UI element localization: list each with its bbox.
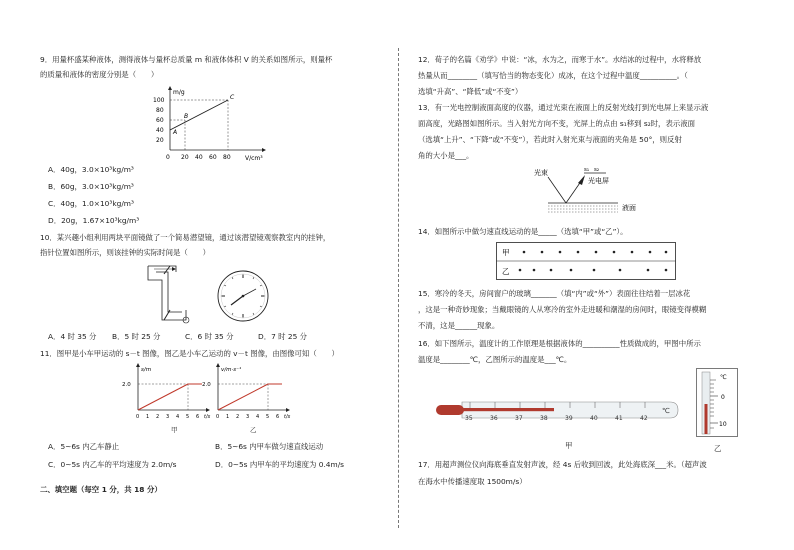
svg-text:4: 4	[256, 414, 260, 420]
q11-caption-jia: 甲	[171, 426, 178, 434]
svg-text:液面: 液面	[622, 204, 636, 212]
q17-text-line2: 在海水中传播速度取 1500m/s）	[418, 477, 527, 486]
section-2-heading: 二、填空题（每空 1 分，共 18 分）	[40, 485, 162, 494]
q12-text-line1: 12．荀子的名篇《劝学》中说：“冰，水为之，而寒于水”。水结冰的过程中，水将释放	[418, 55, 702, 64]
q9-ytick: 60	[156, 117, 164, 124]
q11-graph-jia	[120, 362, 212, 420]
q9-ytick: 100	[153, 97, 165, 104]
q11-option-c[interactable]: C．0~5s 内乙车的平均速度为 2.0m/s	[48, 460, 177, 469]
q9-text-line2: 的质量和液体的密度分别是（ ）	[40, 70, 159, 79]
thermometer-jia	[432, 394, 682, 426]
svg-text:光束: 光束	[534, 169, 548, 177]
svg-text:38: 38	[540, 415, 548, 422]
q10-option-b[interactable]: B．5 时 25 分	[112, 332, 161, 341]
svg-text:42: 42	[640, 415, 648, 422]
svg-text:3: 3	[246, 414, 250, 420]
svg-text:41: 41	[615, 415, 623, 422]
svg-text:39: 39	[565, 415, 573, 422]
q9-option-c[interactable]: C．40g，1.0×10³kg/m³	[48, 199, 134, 208]
q9-option-b[interactable]: B．60g，3.0×10³kg/m³	[48, 182, 134, 191]
svg-text:6: 6	[276, 414, 280, 420]
q11-graph-yi	[200, 362, 292, 420]
q13-text-line3: （选填“上升”、“下降”或“不变”），若此时入射光束与液面的夹角是 50°，则反射	[418, 135, 682, 144]
thermometer-yi-caption: 乙	[714, 444, 722, 453]
svg-text:1: 1	[226, 414, 230, 420]
svg-text:5: 5	[266, 414, 270, 420]
svg-text:35: 35	[465, 415, 473, 422]
q13-text-line1: 13．有一光电控制液面高度的仪器，通过光束在液面上的反射光线打到光电屏上来显示液	[418, 103, 709, 112]
q9-text-line1: 9．用量杯盛某种液体，测得液体与量杯总质量 m 和液体体积 V 的关系如图所示，则量杯	[40, 55, 333, 64]
svg-text:1: 1	[146, 414, 150, 420]
svg-text:甲: 甲	[502, 248, 510, 257]
q9-xtick: 0	[166, 154, 170, 161]
q17-text-line1: 17．用超声测位仪向海底垂直发射声波，经 4s 后收到回波，此处海底深___米。（超声波	[418, 460, 707, 469]
q9-ytick: 40	[156, 127, 164, 134]
svg-text:4: 4	[176, 414, 180, 420]
svg-text:B: B	[184, 113, 189, 120]
svg-text:光电屏: 光电屏	[588, 177, 609, 185]
q11-caption-yi: 乙	[250, 426, 257, 434]
q9-xlabel: V/cm³	[245, 155, 263, 162]
svg-text:2: 2	[236, 414, 240, 420]
svg-text:2: 2	[156, 414, 160, 420]
q9-option-a[interactable]: A．40g，3.0×10³kg/m³	[48, 165, 134, 174]
svg-text:5: 5	[186, 414, 190, 420]
svg-text:0: 0	[216, 414, 220, 420]
q13-text-line2: 面高度，光路图如图所示。当入射光方向不变，光屏上的点由 s₁移到 s₂时，表示液面	[418, 119, 696, 128]
q13-light-path-figure	[530, 163, 650, 217]
thermometer-jia-caption: 甲	[565, 441, 573, 450]
q11-option-a[interactable]: A．5~6s 内乙车静止	[48, 442, 120, 451]
q9-mass-volume-graph	[140, 86, 270, 166]
clock-figure	[216, 269, 270, 323]
svg-text:2.0: 2.0	[122, 382, 131, 388]
svg-text:2.0: 2.0	[202, 382, 211, 388]
svg-text:s₂: s₂	[594, 167, 600, 173]
svg-text:乙: 乙	[502, 267, 510, 276]
periscope-figure	[144, 262, 192, 328]
q11-option-b[interactable]: B．5~6s 内甲车做匀速直线运动	[215, 442, 324, 451]
svg-text:t/s: t/s	[284, 414, 291, 420]
q10-option-c[interactable]: C．6 时 35 分	[185, 332, 234, 341]
q13-text-line4: 角的大小是___。	[418, 151, 474, 160]
q10-option-d[interactable]: D．7 时 25 分	[258, 332, 308, 341]
q9-xtick: 60	[209, 154, 217, 161]
thermometer-yi	[696, 368, 738, 438]
svg-text:C: C	[230, 94, 235, 101]
q9-xtick: 40	[195, 154, 203, 161]
svg-text:℃: ℃	[720, 374, 727, 381]
svg-text:v/m·s⁻¹: v/m·s⁻¹	[221, 367, 242, 373]
column-divider	[398, 48, 399, 528]
q9-ytick: 80	[156, 107, 164, 114]
svg-text:s/m: s/m	[141, 367, 152, 373]
q12-text-line3: 选填“升高”、“降低”或“不变”）	[418, 87, 523, 96]
q15-text-line1: 15．寒冷的冬天，房间窗户的玻璃_______（填“内”或“外”）表面往往结着一层冰花	[418, 289, 691, 298]
q11-option-d[interactable]: D．0~5s 内甲车的平均速度为 0.4m/s	[215, 460, 345, 469]
q15-text-line2: ，这是一种奇妙现象；当戴眼镜的人从寒冷的室外走进暖和潮湿的房间时，眼镜变得模糊	[418, 305, 707, 314]
svg-text:10: 10	[719, 421, 727, 428]
svg-text:0: 0	[721, 394, 725, 401]
q9-ylabel: m/g	[173, 89, 185, 96]
q14-dots-figure	[496, 242, 676, 280]
q15-text-line3: 不清，这是______现象。	[418, 321, 500, 330]
q10-option-a[interactable]: A．4 时 35 分	[48, 332, 97, 341]
svg-text:0: 0	[136, 414, 140, 420]
q14-text-line1: 14．如图所示中做匀速直线运动的是_____（选填“甲”或“乙”）。	[418, 227, 628, 236]
q9-xtick: 20	[181, 154, 189, 161]
q9-option-d[interactable]: D．20g，1.67×10³kg/m³	[48, 216, 140, 225]
svg-text:A: A	[173, 129, 178, 136]
q16-text-line2: 温度是________℃，乙图所示的温度是___℃。	[418, 355, 572, 364]
svg-text:36: 36	[490, 415, 498, 422]
q16-text-line1: 16．如下图所示，温度计的工作原理是根据液体的__________性质做成的，甲图中所示	[418, 339, 701, 348]
svg-text:s₁: s₁	[584, 167, 590, 173]
q9-ytick: 20	[156, 137, 164, 144]
svg-text:6: 6	[196, 414, 200, 420]
q10-text-line2: 指针位置如图所示，则该挂钟的实际时间是（ ）	[40, 248, 210, 257]
q10-text-line1: 10．某兴趣小组利用两块平面镜做了一个简易潜望镜，通过该潜望镜观察教室内的挂钟，	[40, 233, 331, 242]
svg-text:3: 3	[166, 414, 170, 420]
svg-text:40: 40	[590, 415, 598, 422]
svg-text:℃: ℃	[662, 407, 670, 415]
q12-text-line2: 热量从而________（填写恰当的物态变化）成冰，在这个过程中温度__________。（	[418, 71, 688, 80]
q9-xtick: 80	[223, 154, 231, 161]
q11-text-line1: 11．图甲是小车甲运动的 s－t 图像，图乙是小车乙运动的 v－t 图像，由图像可知（ ）	[40, 349, 339, 358]
svg-text:t/s: t/s	[204, 414, 211, 420]
svg-text:37: 37	[515, 415, 523, 422]
